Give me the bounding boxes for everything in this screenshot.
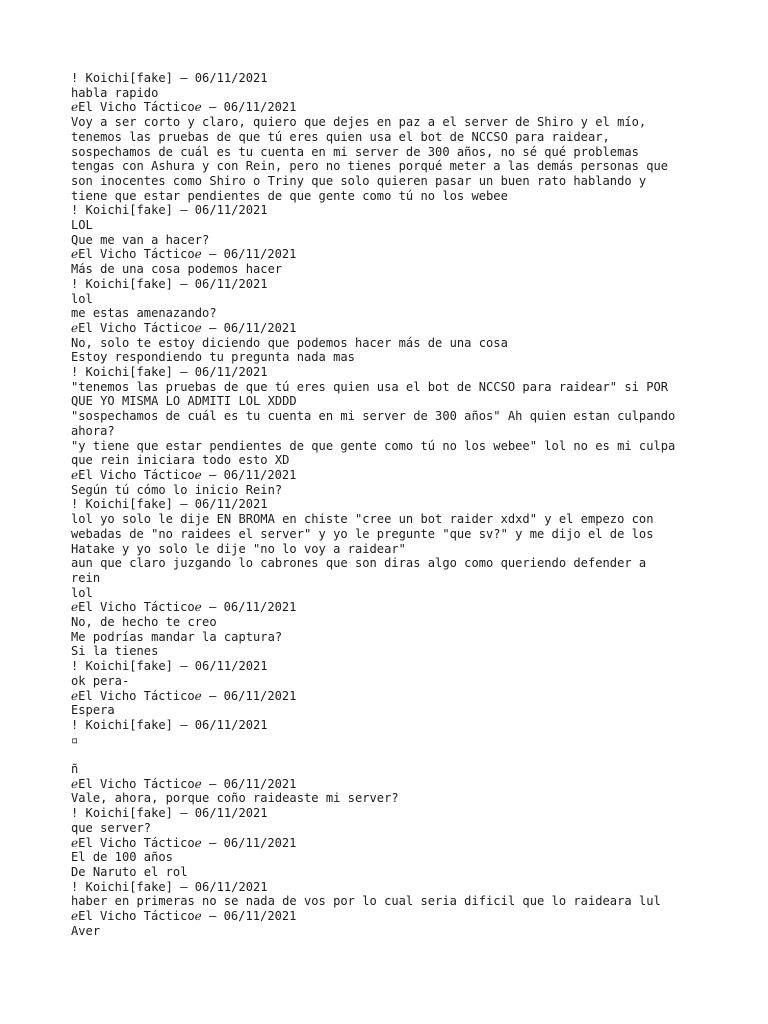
message-header: ℯEl Vicho Tácticoℯ — 06/11/2021 bbox=[71, 320, 297, 335]
message-line: "y tiene que estar pendientes de que gente como tú no los webee" lol no es mi culpa bbox=[71, 438, 676, 453]
message-line: Me podrías mandar la captura? bbox=[71, 629, 283, 644]
message-header: ℯEl Vicho Tácticoℯ — 06/11/2021 bbox=[71, 909, 297, 924]
message-header: ! Koichi[fake] — 06/11/2021 bbox=[71, 71, 268, 85]
message-line: tengas con Ashura y con Rein, pero no tienes porqué meter a las demás personas que bbox=[71, 159, 669, 174]
message-line: "tenemos las pruebas de que tú eres quien usa el bot de NCCSO para raidear" si POR bbox=[71, 379, 669, 394]
message-header: ! Koichi[fake] — 06/11/2021 bbox=[71, 806, 268, 821]
message-line: ▫ bbox=[71, 732, 79, 747]
message-line: "sospechamos de cuál es tu cuenta en mi server de 300 años" Ah quien estan culpando bbox=[71, 409, 676, 424]
chat-transcript bbox=[71, 71, 731, 938]
message-line: Hatake y yo solo le dije "no lo voy a raidear" bbox=[71, 541, 406, 556]
message-line: ok pera- bbox=[71, 673, 130, 688]
message-header: ℯEl Vicho Tácticoℯ — 06/11/2021 bbox=[71, 776, 297, 791]
message-line: habla rapido bbox=[71, 85, 159, 100]
message-line: Vale, ahora, porque coño raideaste mi server? bbox=[71, 791, 399, 806]
message-line: No, solo te estoy diciendo que podemos hacer más de una cosa bbox=[71, 335, 508, 350]
message-line: son inocentes como Shiro o Triny que solo quieren pasar un buen rato hablando y bbox=[71, 173, 647, 188]
message-line: sospechamos de cuál es tu cuenta en mi server de 300 años, no sé qué problemas bbox=[71, 144, 639, 159]
message-line: Estoy respondiendo tu pregunta nada mas bbox=[71, 350, 355, 365]
message-line: Según tú cómo lo inicio Rein? bbox=[71, 482, 283, 497]
message-line: rein bbox=[71, 570, 101, 585]
message-line: Que me van a hacer? bbox=[71, 232, 210, 247]
message-header: ! Koichi[fake] — 06/11/2021 bbox=[71, 365, 268, 380]
message-line: ahora? bbox=[71, 423, 115, 438]
message-line: Aver bbox=[71, 923, 101, 938]
message-line: No, de hecho te creo bbox=[71, 615, 217, 630]
message-line: webadas de "no raidees el server" y yo le pregunte "que sv?" y me dijo el de los bbox=[71, 526, 654, 541]
message-header: ℯEl Vicho Tácticoℯ — 06/11/2021 bbox=[71, 100, 297, 115]
message-header: ! Koichi[fake] — 06/11/2021 bbox=[71, 659, 268, 674]
message-header: ! Koichi[fake] — 06/11/2021 bbox=[71, 203, 268, 218]
message-line: Si la tienes bbox=[71, 644, 159, 659]
message-header: ! Koichi[fake] — 06/11/2021 bbox=[71, 497, 268, 512]
message-line: haber en primeras no se nada de vos por lo cual seria dificil que lo raideara lul bbox=[71, 894, 661, 909]
message-line: que rein iniciara todo esto XD bbox=[71, 453, 290, 468]
message-header: ℯEl Vicho Tácticoℯ — 06/11/2021 bbox=[71, 688, 297, 703]
message-line: Voy a ser corto y claro, quiero que dejes en paz a el server de Shiro y el mío, bbox=[71, 115, 647, 130]
message-line: aun que claro juzgando lo cabrones que son diras algo como queriendo defender a bbox=[71, 556, 647, 571]
message-line: ñ bbox=[71, 762, 79, 777]
message-line: tenemos las pruebas de que tú eres quien usa el bot de NCCSO para raidear, bbox=[71, 129, 610, 144]
message-header: ! Koichi[fake] — 06/11/2021 bbox=[71, 879, 268, 894]
message-header: ℯEl Vicho Tácticoℯ — 06/11/2021 bbox=[71, 467, 297, 482]
message-line: me estas amenazando? bbox=[71, 306, 217, 321]
message-line: lol yo solo le dije EN BROMA en chiste "cree un bot raider xdxd" y el empezo con bbox=[71, 512, 654, 527]
message-line: QUE YO MISMA LO ADMITI LOL XDDD bbox=[71, 394, 297, 409]
message-line: tiene que estar pendientes de que gente como tú no los webee bbox=[71, 188, 508, 203]
message-line: El de 100 años bbox=[71, 850, 173, 865]
message-line bbox=[71, 747, 731, 762]
message-line: LOL bbox=[71, 218, 93, 233]
message-header: ℯEl Vicho Tácticoℯ — 06/11/2021 bbox=[71, 600, 297, 615]
message-line: De Naruto el rol bbox=[71, 864, 188, 879]
message-header: ℯEl Vicho Tácticoℯ — 06/11/2021 bbox=[71, 247, 297, 262]
message-line: lol bbox=[71, 585, 93, 600]
message-header: ! Koichi[fake] — 06/11/2021 bbox=[71, 276, 268, 291]
message-line: lol bbox=[71, 291, 93, 306]
message-header: ℯEl Vicho Tácticoℯ — 06/11/2021 bbox=[71, 835, 297, 850]
message-line: Más de una cosa podemos hacer bbox=[71, 262, 283, 277]
message-line: Espera bbox=[71, 703, 115, 718]
message-header: ! Koichi[fake] — 06/11/2021 bbox=[71, 717, 268, 732]
message-line: que server? bbox=[71, 820, 152, 835]
